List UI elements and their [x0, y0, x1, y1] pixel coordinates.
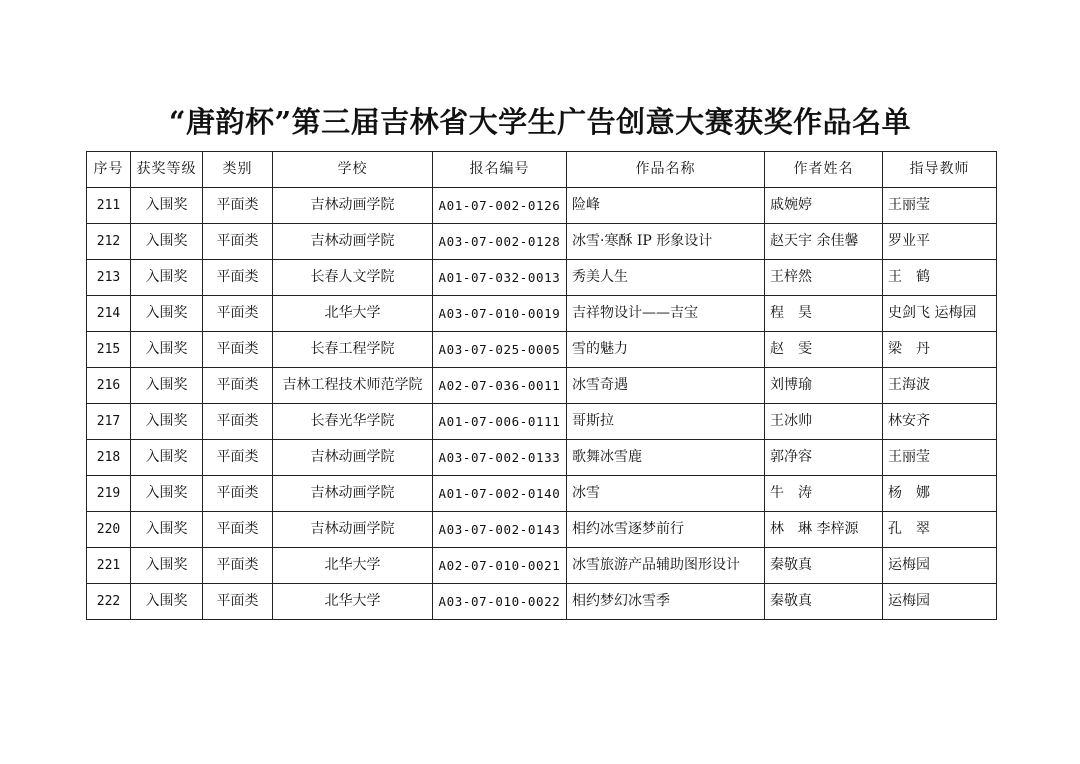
table-row [87, 368, 997, 404]
cell-school: 吉林动画学院 [273, 188, 433, 224]
cell-advisor: 运梅园 [883, 548, 997, 584]
cell-advisor: 运梅园 [883, 584, 997, 620]
cell-school: 长春工程学院 [273, 332, 433, 368]
cell-author: 郭净容 [765, 440, 883, 476]
table-row [87, 404, 997, 440]
cell-school: 北华大学 [273, 584, 433, 620]
cell-advisor: 罗业平 [883, 224, 997, 260]
cell-serial: 218 [87, 440, 131, 476]
cell-serial: 222 [87, 584, 131, 620]
cell-award-level: 入围奖 [131, 188, 203, 224]
cell-serial: 214 [87, 296, 131, 332]
cell-category: 平面类 [203, 512, 273, 548]
table-row [87, 224, 997, 260]
header-advisor: 指导教师 [883, 152, 997, 188]
header-school: 学校 [273, 152, 433, 188]
cell-registration-number: A03-07-002-0133 [433, 440, 567, 476]
header-author: 作者姓名 [765, 152, 883, 188]
table-row [87, 584, 997, 620]
cell-school: 长春光华学院 [273, 404, 433, 440]
cell-work-title: 秀美人生 [567, 260, 765, 296]
cell-award-level: 入围奖 [131, 476, 203, 512]
cell-category: 平面类 [203, 548, 273, 584]
cell-work-title: 冰雪 [567, 476, 765, 512]
cell-award-level: 入围奖 [131, 368, 203, 404]
cell-advisor: 王丽莹 [883, 440, 997, 476]
cell-award-level: 入围奖 [131, 332, 203, 368]
cell-work-title: 相约梦幻冰雪季 [567, 584, 765, 620]
cell-author: 戚婉婷 [765, 188, 883, 224]
cell-work-title: 雪的魅力 [567, 332, 765, 368]
cell-serial: 213 [87, 260, 131, 296]
cell-author: 程 昊 [765, 296, 883, 332]
cell-author: 赵天宇 余佳馨 [765, 224, 883, 260]
table-row [87, 512, 997, 548]
cell-author: 赵 雯 [765, 332, 883, 368]
cell-award-level: 入围奖 [131, 440, 203, 476]
cell-serial: 219 [87, 476, 131, 512]
cell-award-level: 入围奖 [131, 548, 203, 584]
cell-category: 平面类 [203, 260, 273, 296]
cell-registration-number: A03-07-010-0019 [433, 296, 567, 332]
cell-registration-number: A01-07-006-0111 [433, 404, 567, 440]
cell-serial: 216 [87, 368, 131, 404]
table-row [87, 296, 997, 332]
cell-author: 林 琳 李梓源 [765, 512, 883, 548]
cell-school: 吉林动画学院 [273, 224, 433, 260]
cell-category: 平面类 [203, 332, 273, 368]
header-serial: 序号 [87, 152, 131, 188]
cell-award-level: 入围奖 [131, 512, 203, 548]
cell-work-title: 哥斯拉 [567, 404, 765, 440]
cell-author: 秦敬真 [765, 584, 883, 620]
cell-work-title: 歌舞冰雪鹿 [567, 440, 765, 476]
cell-category: 平面类 [203, 368, 273, 404]
table-row [87, 188, 997, 224]
cell-work-title: 相约冰雪逐梦前行 [567, 512, 765, 548]
cell-work-title: 吉祥物设计——吉宝 [567, 296, 765, 332]
cell-advisor: 王 鹤 [883, 260, 997, 296]
cell-category: 平面类 [203, 188, 273, 224]
cell-award-level: 入围奖 [131, 224, 203, 260]
cell-category: 平面类 [203, 440, 273, 476]
table-row [87, 260, 997, 296]
cell-registration-number: A03-07-002-0128 [433, 224, 567, 260]
cell-registration-number: A01-07-002-0126 [433, 188, 567, 224]
cell-advisor: 梁 丹 [883, 332, 997, 368]
cell-registration-number: A03-07-002-0143 [433, 512, 567, 548]
table-row [87, 476, 997, 512]
cell-author: 牛 涛 [765, 476, 883, 512]
cell-serial: 215 [87, 332, 131, 368]
cell-school: 吉林工程技术师范学院 [273, 368, 433, 404]
cell-award-level: 入围奖 [131, 584, 203, 620]
table-header-row [87, 152, 997, 188]
header-registration-number: 报名编号 [433, 152, 567, 188]
cell-work-title: 冰雪·寒酥 IP 形象设计 [567, 224, 765, 260]
cell-school: 吉林动画学院 [273, 476, 433, 512]
cell-school: 吉林动画学院 [273, 512, 433, 548]
cell-serial: 211 [87, 188, 131, 224]
cell-category: 平面类 [203, 296, 273, 332]
cell-advisor: 杨 娜 [883, 476, 997, 512]
cell-advisor: 史剑飞 运梅园 [883, 296, 997, 332]
cell-category: 平面类 [203, 404, 273, 440]
cell-registration-number: A03-07-025-0005 [433, 332, 567, 368]
cell-serial: 217 [87, 404, 131, 440]
cell-author: 秦敬真 [765, 548, 883, 584]
cell-work-title: 冰雪旅游产品辅助图形设计 [567, 548, 765, 584]
awards-table [86, 151, 997, 620]
cell-author: 刘博瑜 [765, 368, 883, 404]
cell-school: 北华大学 [273, 296, 433, 332]
cell-award-level: 入围奖 [131, 404, 203, 440]
cell-advisor: 孔 翠 [883, 512, 997, 548]
header-category: 类别 [203, 152, 273, 188]
cell-registration-number: A01-07-032-0013 [433, 260, 567, 296]
cell-category: 平面类 [203, 584, 273, 620]
cell-advisor: 王丽莹 [883, 188, 997, 224]
header-work-title: 作品名称 [567, 152, 765, 188]
cell-advisor: 林安齐 [883, 404, 997, 440]
cell-serial: 212 [87, 224, 131, 260]
cell-serial: 221 [87, 548, 131, 584]
cell-category: 平面类 [203, 476, 273, 512]
table-body [87, 188, 997, 620]
table-row [87, 440, 997, 476]
cell-advisor: 王海波 [883, 368, 997, 404]
cell-registration-number: A03-07-010-0022 [433, 584, 567, 620]
cell-registration-number: A02-07-010-0021 [433, 548, 567, 584]
cell-award-level: 入围奖 [131, 260, 203, 296]
cell-school: 北华大学 [273, 548, 433, 584]
cell-registration-number: A02-07-036-0011 [433, 368, 567, 404]
cell-work-title: 险峰 [567, 188, 765, 224]
cell-serial: 220 [87, 512, 131, 548]
table-row [87, 332, 997, 368]
table-row [87, 548, 997, 584]
cell-school: 长春人文学院 [273, 260, 433, 296]
cell-school: 吉林动画学院 [273, 440, 433, 476]
cell-author: 王冰帅 [765, 404, 883, 440]
cell-author: 王梓然 [765, 260, 883, 296]
cell-award-level: 入围奖 [131, 296, 203, 332]
header-award-level: 获奖等级 [131, 152, 203, 188]
cell-work-title: 冰雪奇遇 [567, 368, 765, 404]
cell-category: 平面类 [203, 224, 273, 260]
document-title: “唐韵杯”第三届吉林省大学生广告创意大赛获奖作品名单 [168, 105, 912, 139]
cell-registration-number: A01-07-002-0140 [433, 476, 567, 512]
